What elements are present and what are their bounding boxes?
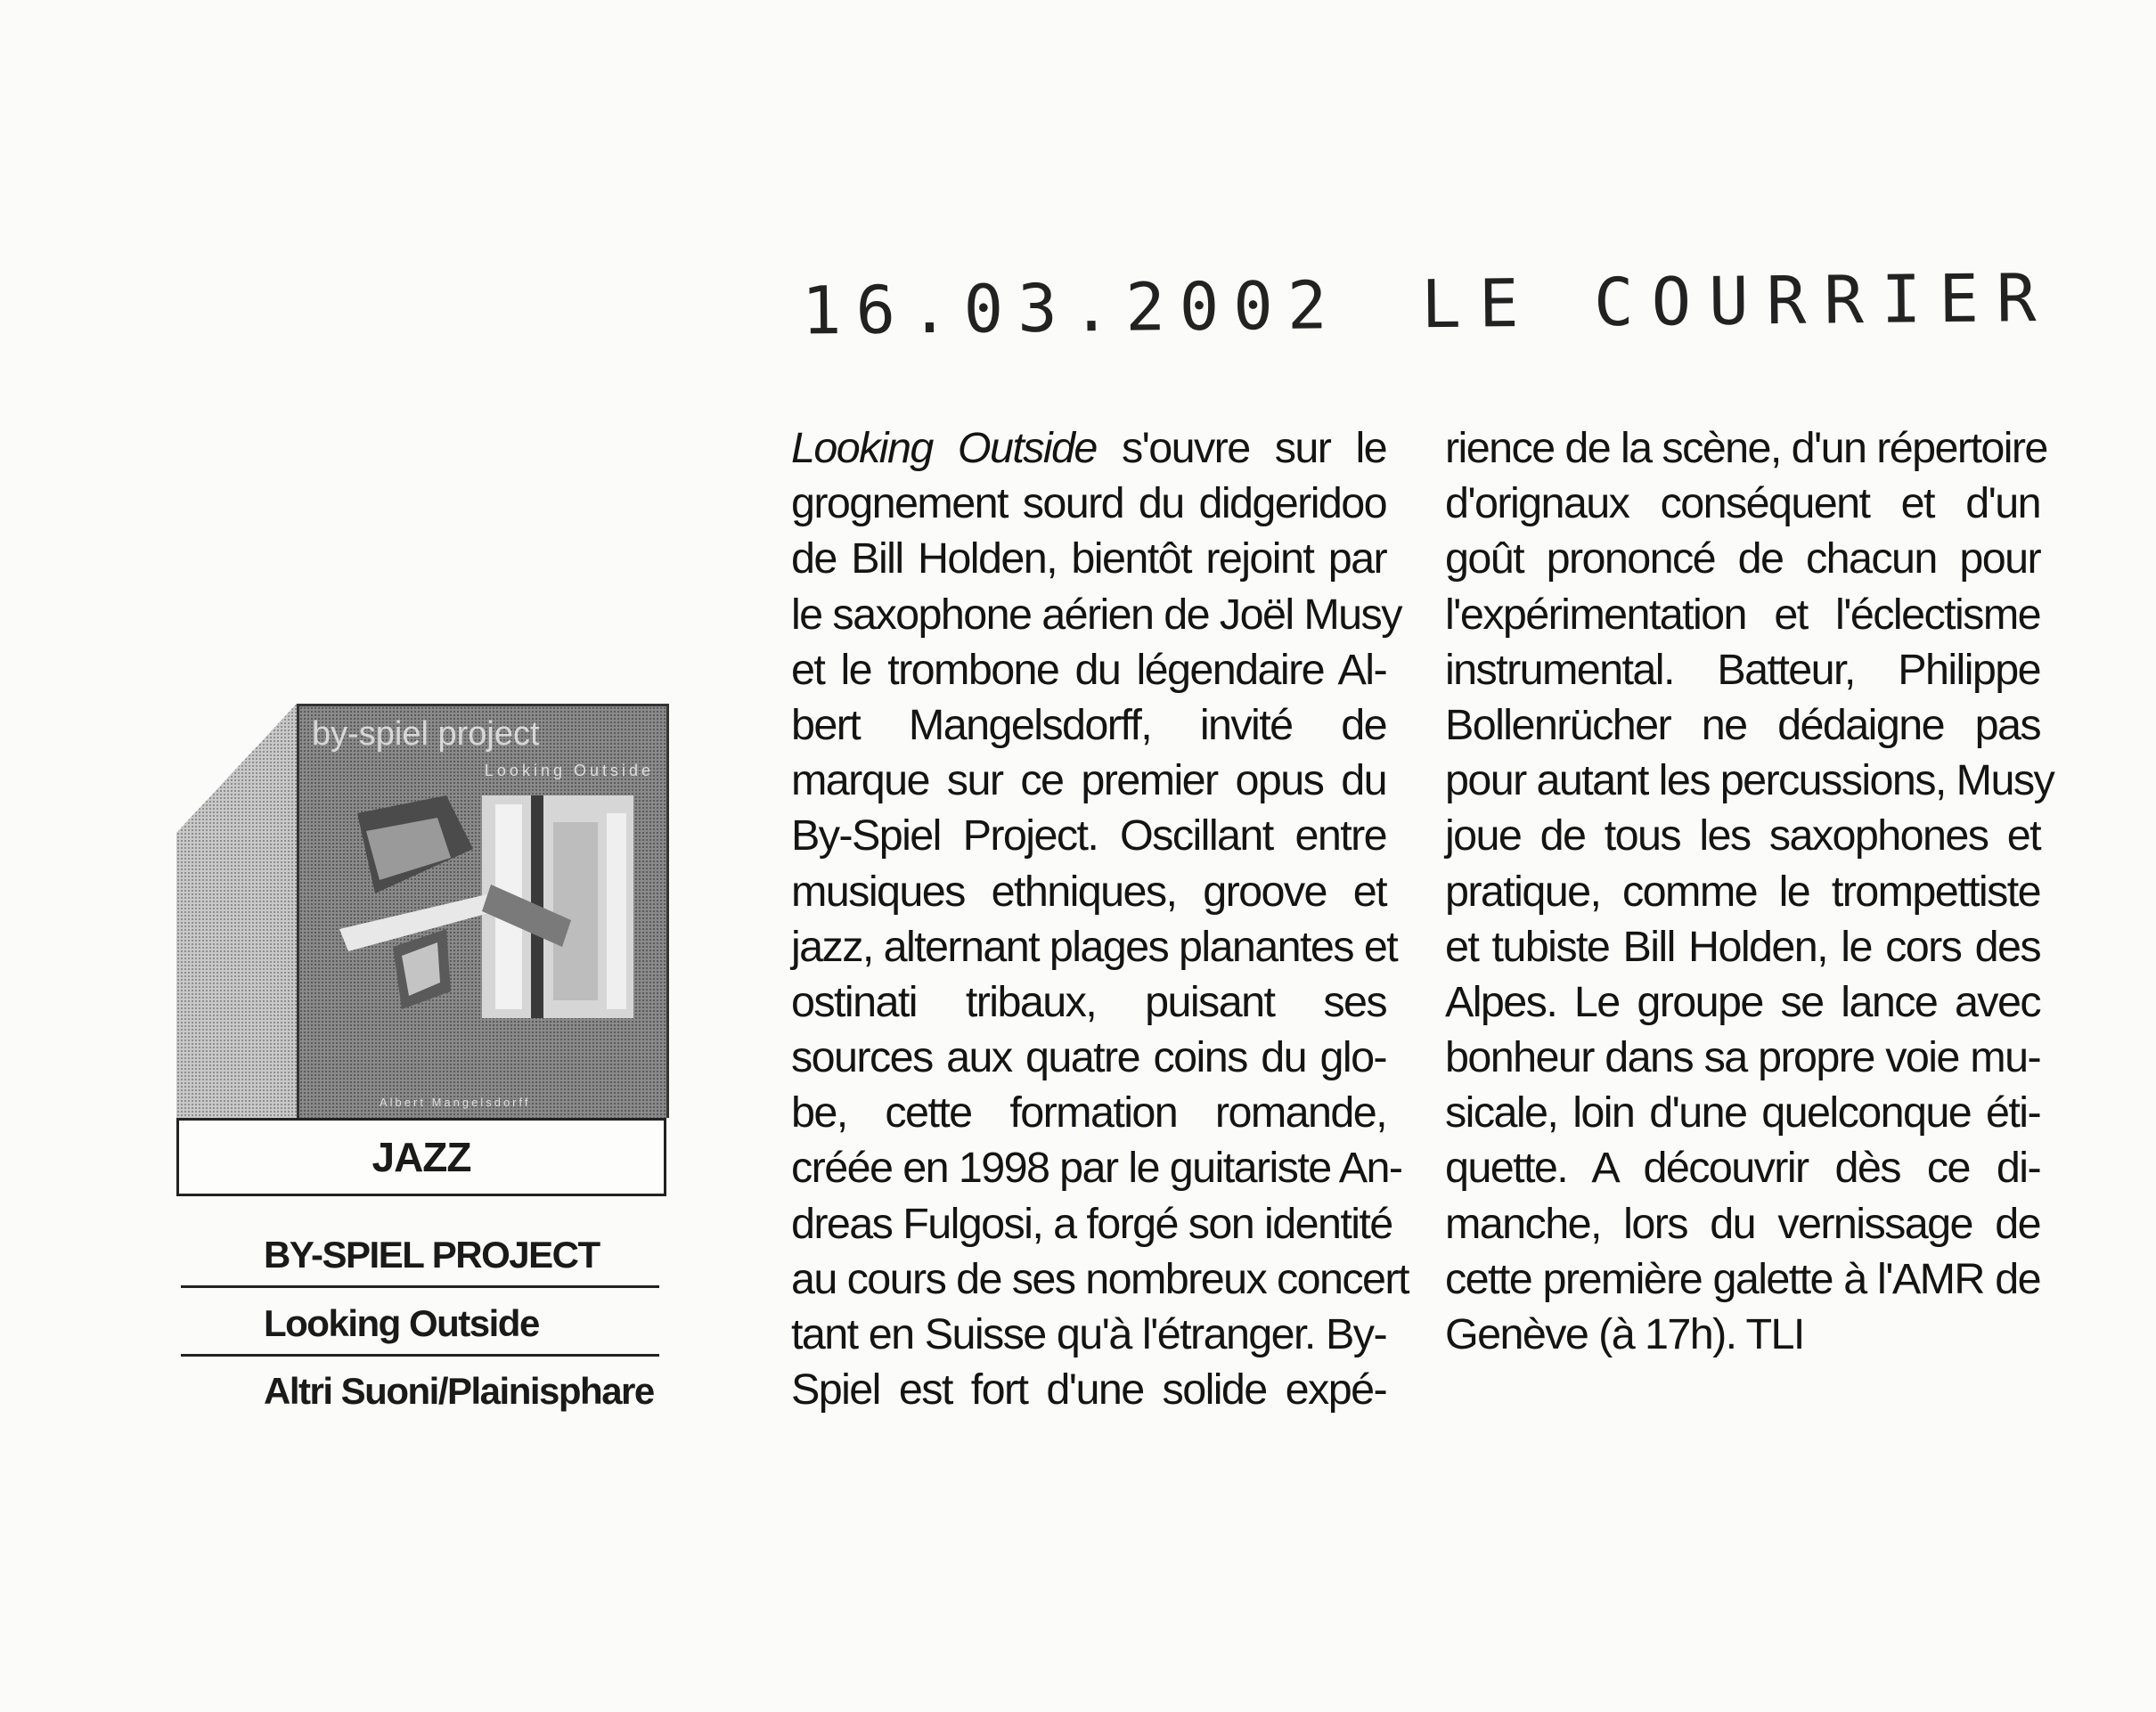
article-line: instrumental. Batteur, Philippe (1445, 645, 2040, 694)
cover-title: by-spiel project (312, 715, 540, 753)
article-line: et le trombone du légendaire Al- (791, 645, 1386, 694)
article-line: au cours de ses nombreux concert (791, 1254, 1409, 1303)
record-label: Altri Suoni/Plainisphare (264, 1370, 654, 1412)
article-line: pour autant les percussions, Musy (1445, 756, 2054, 805)
article-line: ostinati tribaux, puisant ses (791, 977, 1386, 1026)
article-line: sources aux quatre coins du glo- (791, 1033, 1386, 1082)
article-line: quette. A découvrir dès ce di- (1445, 1144, 2040, 1193)
article-line: l'expérimentation et l'éclectisme (1445, 590, 2040, 639)
album-cover-image (297, 704, 669, 1118)
article-line: be, cette formation romande, (791, 1088, 1386, 1137)
genre-label: JAZZ (372, 1134, 471, 1180)
article-line: musiques ethniques, groove et (791, 867, 1386, 916)
clipping-date: 16.03.2002 (801, 267, 1342, 350)
article-line: grognement sourd du didgeridoo (791, 479, 1386, 528)
article-line: de Bill Holden, bientôt rejoint par (791, 534, 1386, 583)
article-line: By-Spiel Project. Oscillant entre (791, 811, 1386, 860)
article-line: jazz, alternant plages planantes et (791, 922, 1398, 971)
article-line: Looking Outside s'ouvre sur le (791, 424, 1386, 472)
article-line: sicale, loin d'une quelconque éti- (1445, 1088, 2040, 1137)
cover-shadow (176, 704, 297, 1118)
article-line: Alpes. Le groupe se lance avec (1445, 977, 2040, 1026)
article-line: pratique, comme le trompettiste (1445, 867, 2040, 916)
article-column-2 (1445, 420, 2054, 1362)
article-line: goût prononcé de chacun pour (1445, 534, 2040, 583)
album-title-italic: Looking Outside (791, 424, 1097, 472)
newspaper-name: LE COURRIER (1420, 259, 2054, 344)
cover-subtitle: Looking Outside (484, 762, 654, 779)
article-last-line (1445, 1307, 2040, 1362)
article-line: rience de la scène, d'un répertoire (1445, 424, 2047, 472)
article-line: bonheur dans sa propre voie mu- (1445, 1033, 2040, 1082)
article-line: créée en 1998 par le guitariste An- (791, 1144, 1402, 1193)
author-signature: TLI (1745, 1310, 1804, 1358)
article-line: dreas Fulgosi, a forgé son identité (791, 1199, 1392, 1248)
article-line: Spiel est fort d'une solide expé- (791, 1366, 1386, 1414)
divider (181, 1285, 659, 1288)
article-column-1 (791, 420, 1409, 1417)
album-title: Looking Outside (264, 1302, 539, 1344)
article-line: tant en Suisse qu'à l'étranger. By- (791, 1310, 1386, 1358)
article-line: et tubiste Bill Holden, le cors des (1445, 922, 2040, 971)
divider (181, 1354, 659, 1357)
article-line: d'orignaux conséquent et d'un (1445, 479, 2040, 528)
article-line: cette première galette à l'AMR de (1445, 1254, 2040, 1303)
cover-artwork (339, 795, 642, 1027)
article-line: marque sur ce premier opus du (791, 756, 1386, 805)
artist-name: BY-SPIEL PROJECT (264, 1234, 600, 1276)
clipping-header (801, 259, 2054, 371)
article-line: manche, lors du vernissage de (1445, 1199, 2040, 1248)
article-line: Bollenrücher ne dédaigne pas (1445, 700, 2040, 749)
article-line: Genève (à 17h). (1445, 1310, 1736, 1358)
article-line: joue de tous les saxophones et (1445, 811, 2040, 860)
genre-box (176, 1118, 666, 1196)
article-line: bert Mangelsdorff, invité de (791, 700, 1386, 749)
cover-credit: Albert Mangelsdorff (380, 1096, 531, 1109)
article-line: le saxophone aérien de Joël Musy (791, 590, 1401, 639)
